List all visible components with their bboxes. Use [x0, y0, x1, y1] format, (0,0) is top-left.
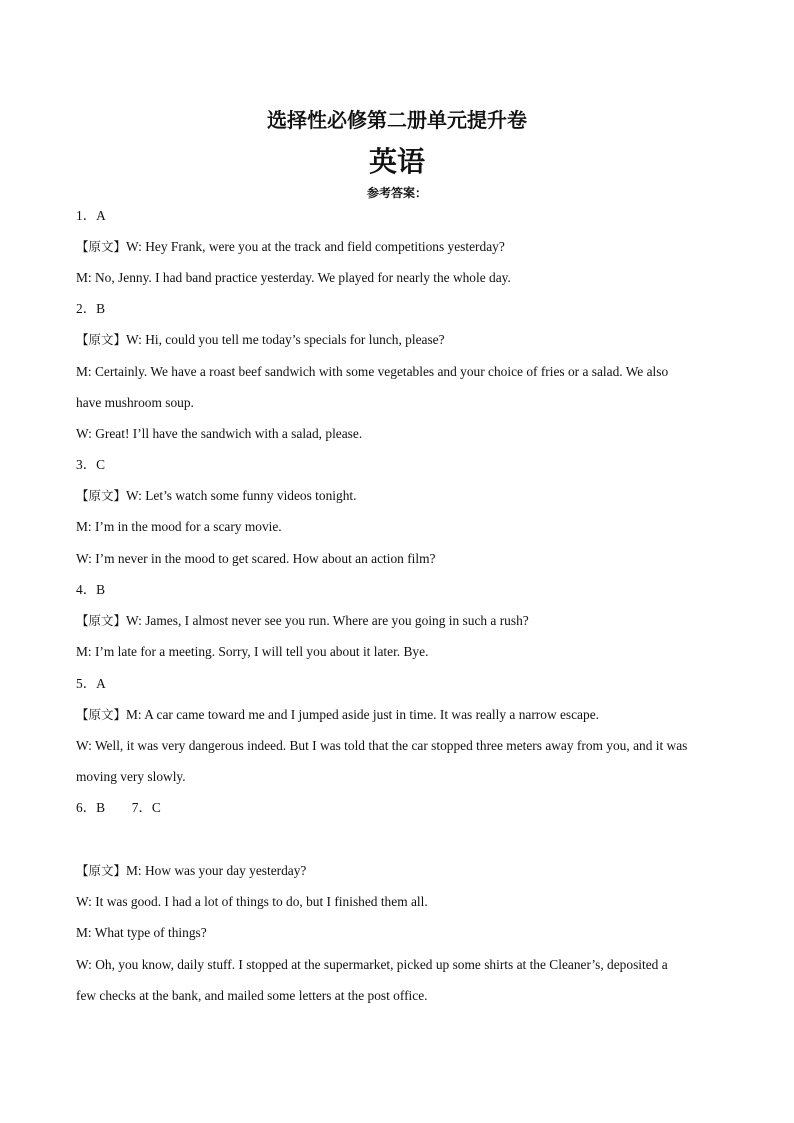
transcript-tag: 【原文】 — [76, 488, 127, 503]
transcript-line: 【原文】W: James, I almost never see you run. Where are you going in such a rush? — [76, 613, 529, 628]
transcript-tag: 【原文】 — [76, 863, 127, 878]
transcript-line: 【原文】M: How was your day yesterday? — [76, 863, 307, 878]
transcript-line: M: I’m late for a meeting. Sorry, I will tell you about it later. Bye. — [76, 644, 429, 659]
transcript-line: 【原文】W: Let’s watch some funny videos tonight. — [76, 488, 357, 503]
document-title: 选择性必修第二册单元提升卷 — [267, 108, 527, 132]
transcript-line: W: It was good. I had a lot of things to do, but I finished them all. — [76, 894, 428, 909]
answer-1: 1．A — [76, 208, 106, 223]
answer-4: 4．B — [76, 582, 106, 597]
transcript-line: M: I’m in the mood for a scary movie. — [76, 519, 282, 534]
transcript-line: 【原文】W: Hey Frank, were you at the track and field competitions yesterday? — [76, 239, 505, 254]
answer-5: 5．A — [76, 676, 106, 691]
transcript-line: M: What type of things? — [76, 925, 207, 940]
answer-2: 2．B — [76, 301, 106, 316]
transcript-line: moving very slowly. — [76, 769, 186, 784]
transcript-line: W: I’m never in the mood to get scared. How about an action film? — [76, 551, 436, 566]
transcript-line: 【原文】M: A car came toward me and I jumped aside just in time. It was really a narrow escape. — [76, 707, 599, 722]
answer-6-7: 6．B 7．C — [76, 800, 161, 815]
transcript-tag: 【原文】 — [76, 613, 127, 628]
transcript-line: W: Great! I’ll have the sandwich with a salad, please. — [76, 426, 363, 441]
transcript-line: W: Well, it was very dangerous indeed. But I was told that the car stopped three meters away from you, and it was — [76, 738, 688, 753]
transcript-tag: 【原文】 — [76, 707, 127, 722]
transcript-line: 【原文】W: Hi, could you tell me today’s specials for lunch, please? — [76, 332, 445, 347]
answer-key-subtitle: 参考答案： — [366, 186, 427, 200]
transcript-line: have mushroom soup. — [76, 395, 194, 410]
transcript-tag: 【原文】 — [76, 332, 127, 347]
subject-heading: 英语 — [368, 145, 425, 178]
transcript-line: M: Certainly. We have a roast beef sandwich with some vegetables and your choice of fries or a salad. We also — [76, 364, 669, 379]
answer-3: 3．C — [76, 457, 106, 472]
transcript-line: few checks at the bank, and mailed some letters at the post office. — [76, 988, 428, 1003]
transcript-tag: 【原文】 — [76, 239, 127, 254]
transcript-line: W: Oh, you know, daily stuff. I stopped at the supermarket, picked up some shirts at the Cleaner’s, deposited a — [76, 957, 668, 972]
transcript-line: M: No, Jenny. I had band practice yesterday. We played for nearly the whole day. — [76, 270, 511, 285]
